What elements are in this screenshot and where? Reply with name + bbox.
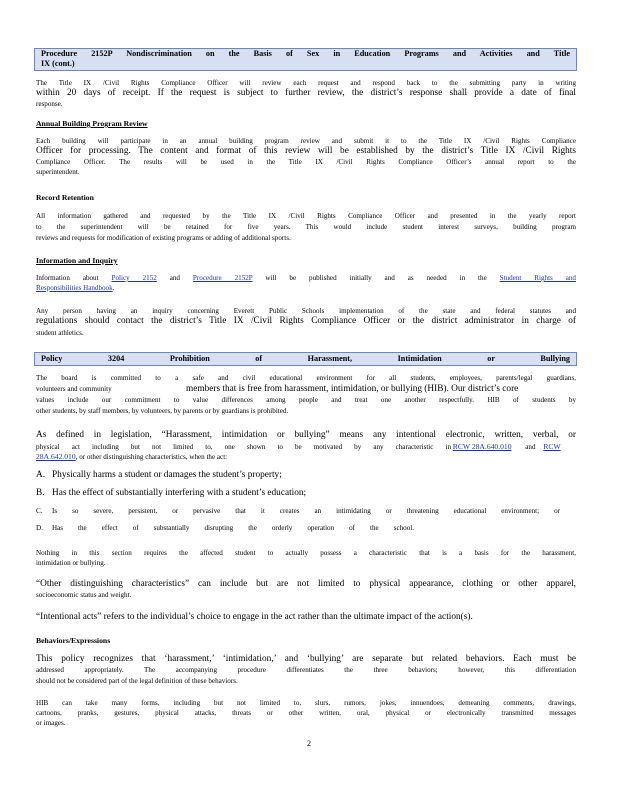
list-value-a: Physically harms a student or damages the student’s property; <box>52 470 282 480</box>
info-text-and: and <box>169 274 180 282</box>
record-line-3: reviews and requests for modification of existing programs or adding of additional sports. <box>36 234 291 242</box>
policy-line-3: values include our commitment to value differences among people and treat one another respectfully. HIB of students by <box>36 396 576 404</box>
definition-text-pre: physical act including but not limited to, one shown to be motivated by any characteristic in <box>36 443 451 451</box>
list-value-d: Has the effect of substantially disrupting the orderly operation of the school. <box>52 524 414 532</box>
behaviors-line-1: This policy recognizes that ‘harassment,’ ‘intimidation,’ and ‘bullying’ are separate but related behaviors. Each must be <box>36 654 576 664</box>
nothing-line-2: intimidation or bullying. <box>36 559 106 567</box>
annual-line-3: Compliance Officer. The results will be used in the Title IX /Civil Rights Compliance Officer’s annual report to the <box>36 158 576 166</box>
policy-line-2-pre: volunteers and community <box>36 385 112 393</box>
annual-review-heading: Annual Building Program Review <box>36 119 148 128</box>
record-line-1: All information gathered and requested by the Title IX /Civil Rights Compliance Officer and presented in the yearly report <box>36 212 576 220</box>
list-item-d <box>36 524 576 533</box>
header-line-1: Procedure 2152P Nondiscrimination on the Basis of Sex in Education Programs and Activities and Title <box>41 49 570 58</box>
definition-text-end: , or other distinguishing characteristics, when the act: <box>75 453 228 461</box>
info-text-pre: Information about <box>36 274 99 282</box>
annual-line-1: Each building will participate in an annual building program review and submit it to the Title IX /Civil Rights Compliance <box>36 137 576 145</box>
procedure-2152p-header <box>34 48 577 71</box>
annual-line-2: Officer for processing. The content and format of this review will be established by the district’s Title IX /Civil Rights <box>36 146 576 156</box>
info-line-2 <box>36 284 576 293</box>
student-rights-handbook-link[interactable]: Responsibilities Handbook <box>36 284 113 292</box>
header-line-2: IX (cont.) <box>41 59 75 68</box>
other-line-1: “Other distinguishing characteristics” can include but are not limited to physical appearance, clothing or other apparel, <box>36 579 576 589</box>
list-item-b <box>36 488 576 499</box>
list-key-d: D. <box>36 524 43 532</box>
procedure-2152p-link[interactable]: Procedure 2152P <box>192 274 253 282</box>
list-key-b: B. <box>36 488 45 498</box>
annual-line-4: superintendent. <box>36 168 80 176</box>
inquiry-line-3: student athletics. <box>36 329 84 337</box>
list-value-c: Is so severe, persistent, or pervasive that it creates an intimidating or threatening educational environment; or <box>52 507 560 515</box>
hib-line-1: HIB can take many forms, including but not limited to, slurs, rumors, jokes, innuendoes, demeaning comments, drawings, <box>36 699 576 707</box>
definition-line-3 <box>36 452 576 462</box>
record-retention-heading: Record Retention <box>36 193 94 202</box>
intro-line-1: The Title IX /Civil Rights Compliance Officer will review each request and respond back to the submitting party in writing <box>36 79 576 87</box>
record-line-2: to the superintendent will be retained for five years. This would include student interest surveys, building program <box>36 223 576 231</box>
policy-line-1: The board is committed to a safe and civil educational environment for all students, employees, parents/legal guardians, <box>36 374 576 382</box>
policy-3204-header <box>34 352 577 366</box>
student-rights-link[interactable]: Student Rights and <box>499 274 576 282</box>
hib-line-2: cartoons, pranks, gestures, physical attacks, threats or other written, oral, physical or electronically transmitted messages <box>36 709 576 717</box>
definition-line-2 <box>36 442 576 452</box>
behaviors-expressions-heading: Behaviors/Expressions <box>36 636 111 645</box>
definition-text-and: and <box>525 443 536 451</box>
policy-line-2-big: members that is free from harassment, intimidation, or bullying (HIB). Our district’s core <box>186 384 519 394</box>
inquiry-line-1: Any person having an inquiry concerning Everett Public Schools implementation of the state and federal statutes and <box>36 307 576 315</box>
policy-line-2 <box>36 384 576 395</box>
hib-line-3: or images. <box>36 719 66 727</box>
list-key-c: C. <box>36 507 43 515</box>
behaviors-line-2: addressed appropriately. The accompanying procedure differentiates the three behaviors; however, this differentiation <box>36 666 576 674</box>
info-line-1 <box>36 274 576 283</box>
nothing-line-1: Nothing in this section requires the affected student to actually possess a characteristic that is a basis for the harassment, <box>36 549 576 557</box>
behaviors-line-3: should not be considered part of the legal definition of these behaviors. <box>36 677 238 685</box>
list-value-b: Has the effect of substantially interfering with a student’s education; <box>52 488 307 498</box>
policy-2152-link[interactable]: Policy 2152 <box>111 274 157 282</box>
list-key-a: A. <box>36 470 46 480</box>
definition-line-1: As defined in legislation, “Harassment, intimidation or bullying” means any intentional electronic, written, verbal, or <box>36 430 576 440</box>
other-line-2: socioeconomic status and weight. <box>36 591 132 599</box>
rcw-28a-640-010-link[interactable]: RCW 28A.640.010 <box>452 442 512 451</box>
policy-line-4: other students, by staff members, by volunteers, by parents or by guardians is prohibited. <box>36 407 289 415</box>
rcw-link-part-1[interactable]: RCW <box>543 442 561 451</box>
page-number: 2 <box>307 739 311 748</box>
policy-3204-title: Policy 3204 Prohibition of Harassment, Intimidation or Bullying <box>41 354 570 363</box>
intro-line-2: within 20 days of receipt. If the request is subject to further review, the district’s response shall provide a date of final <box>36 88 576 98</box>
rcw-28a-642-010-link[interactable]: 28A.642.010 <box>36 452 76 461</box>
list-item-a <box>36 470 576 481</box>
intro-line-3: response. <box>36 100 63 108</box>
intentional-acts-line: “Intentional acts” refers to the individual’s choice to engage in the act rather than the ultimate impact of the action(s). <box>36 612 473 622</box>
list-item-c <box>36 507 576 516</box>
inquiry-line-2: regulations should contact the district’s Title IX /Civil Rights Compliance Officer or the district administrator in charge of <box>36 316 576 326</box>
info-text-mid: will be published initially and as needed in the <box>265 274 487 282</box>
information-inquiry-heading: Information and Inquiry <box>36 256 118 265</box>
info-text-end: . <box>112 284 115 292</box>
